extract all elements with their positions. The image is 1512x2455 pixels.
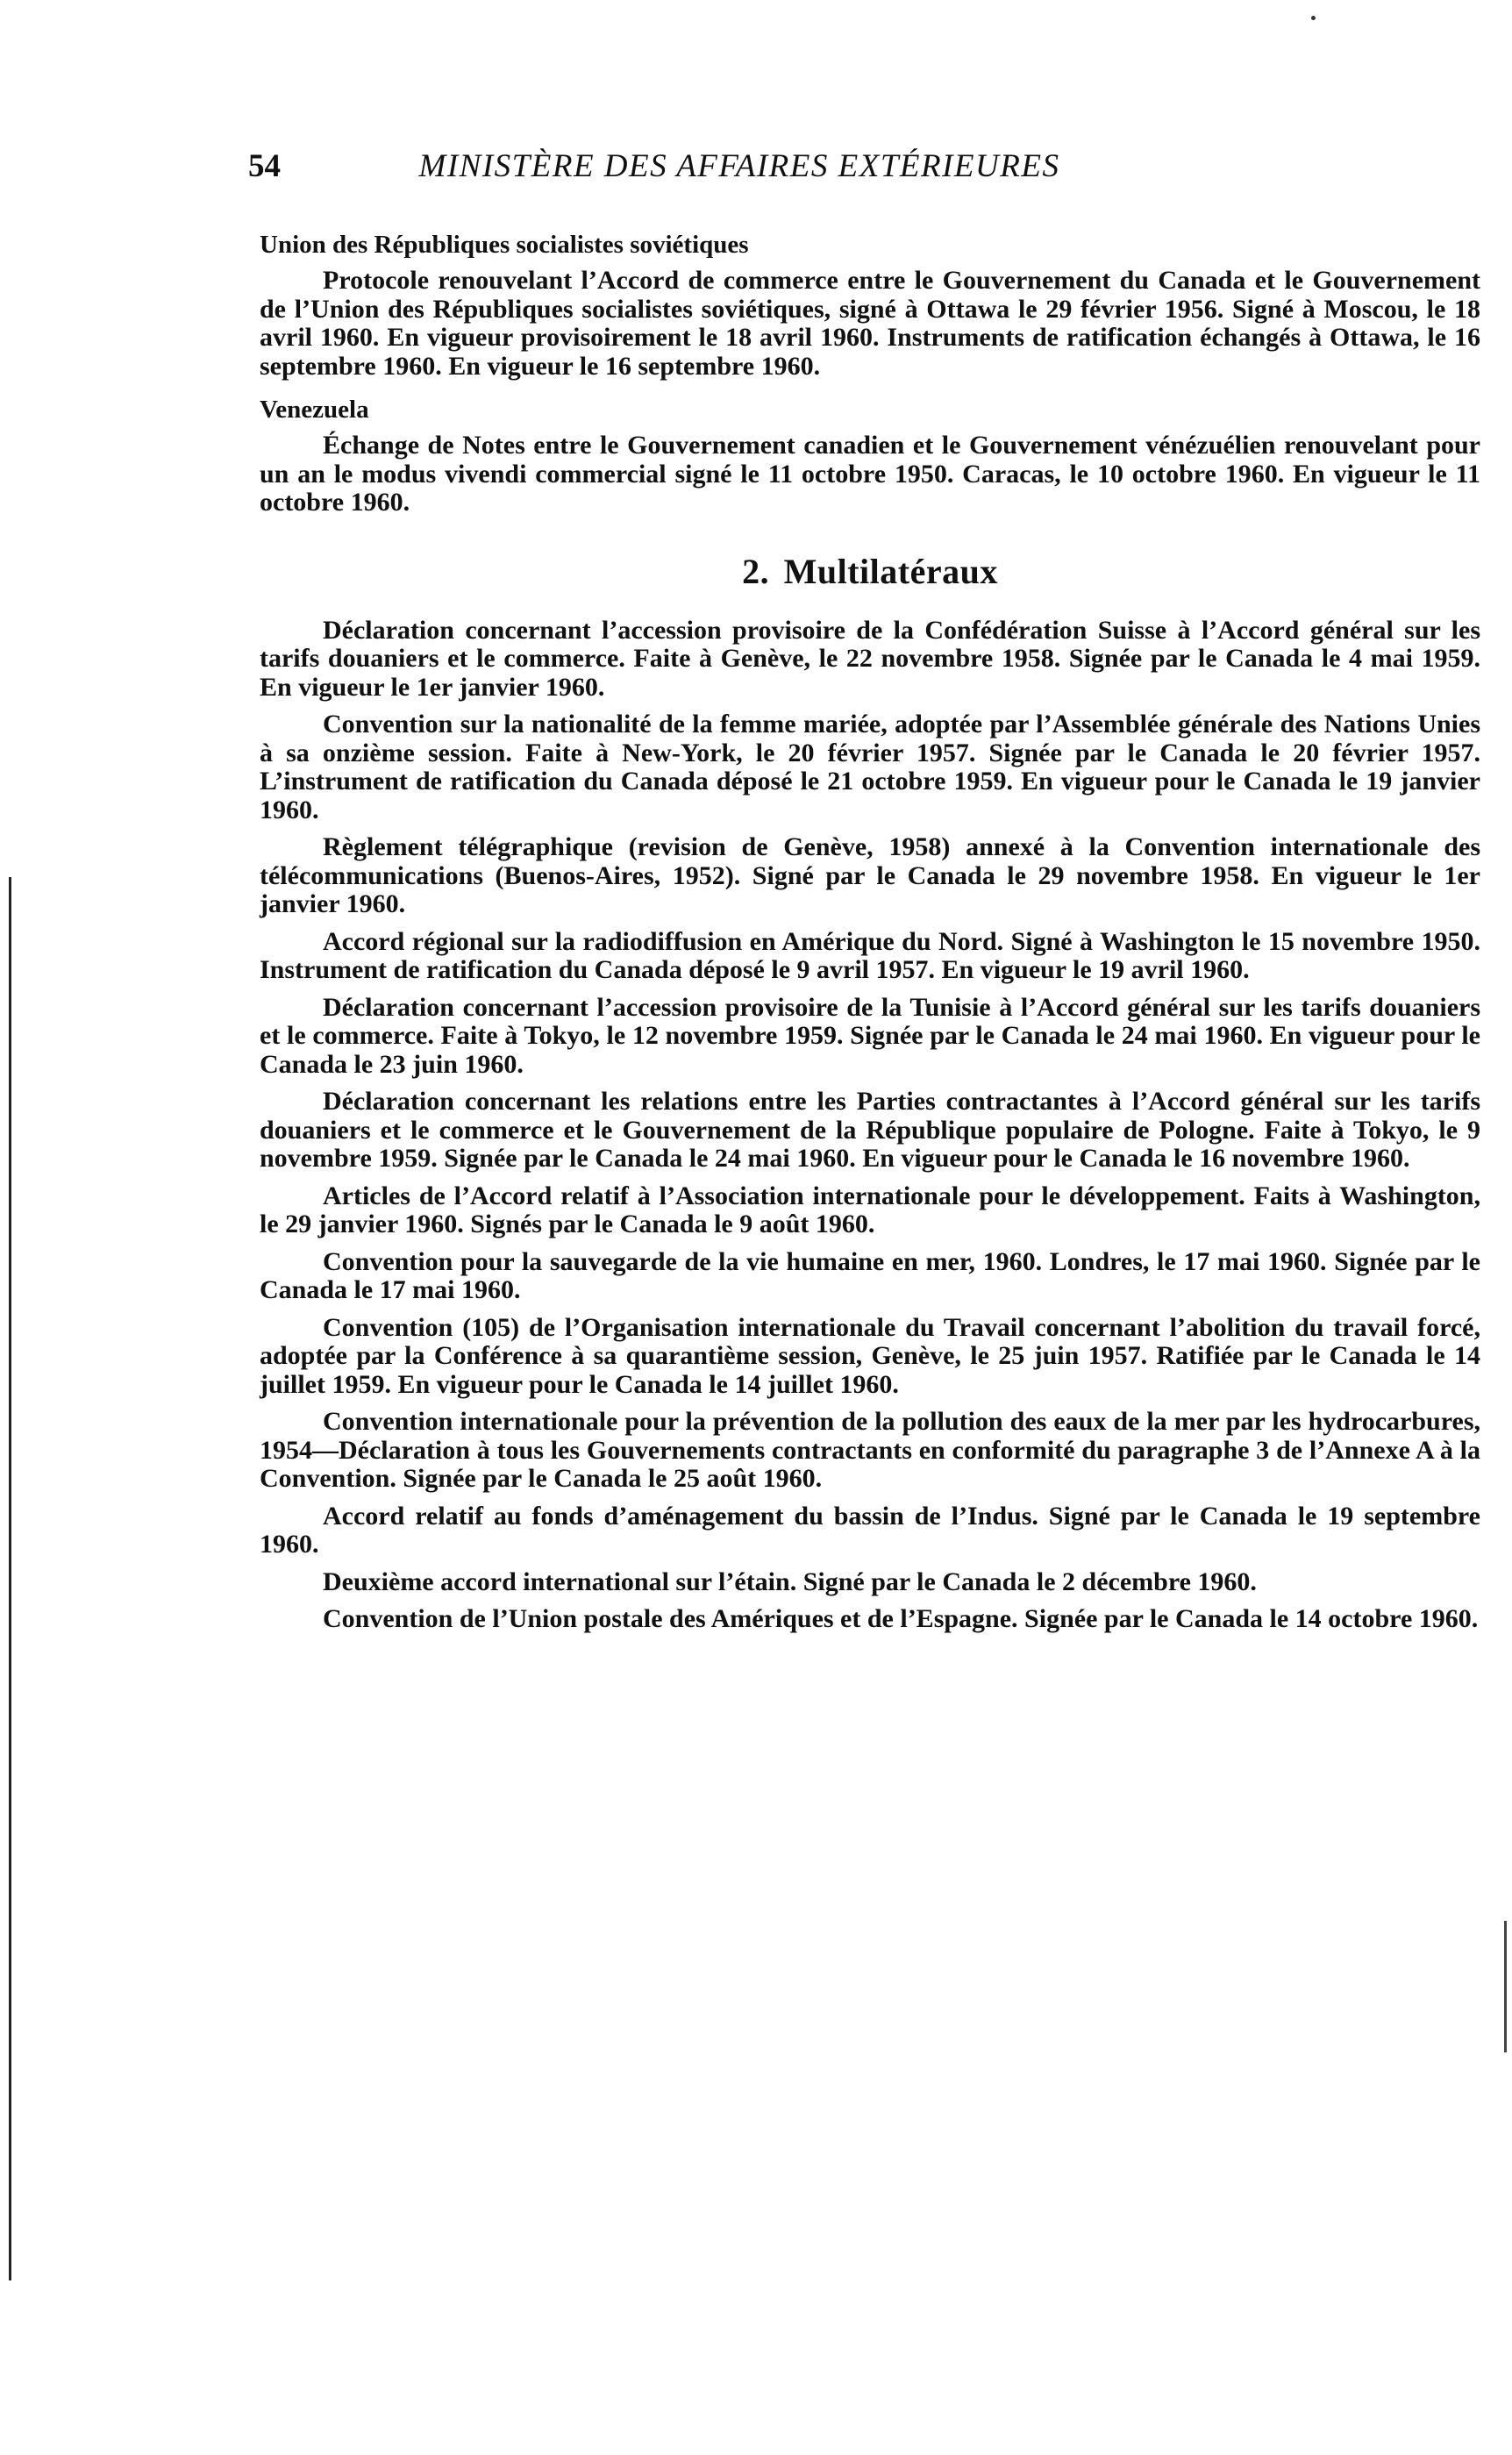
treaty-entry: Déclaration concernant l’accession provisoire de la Confédération Suisse à l’Accord général sur les tarifs douaniers et le commerce. Faite à Genève, le 22 novembre 1958. Signée par le Canada le 4 mai 1959. En vigueur le 1er janvier 1960.: [260, 615, 1480, 702]
treaty-entry: Déclaration concernant les relations entre les Parties contractantes à l’Accord général sur les tarifs douaniers et le commerce et le Gouvernement de la République populaire de Pologne. Faite à Tokyo, le 9 novembre 1959. Signée par le Canada le 24 mai 1960. En vigueur pour le Canada le 16 novembre 1960.: [260, 1087, 1480, 1173]
treaty-entry: Deuxième accord international sur l’étain. Signé par le Canada le 2 décembre 1960.: [323, 1566, 1257, 1596]
treaty-entry: Protocole renouvelant l’Accord de commerce entre le Gouvernement du Canada et le Gouvernement de l’Union des Républiques socialistes soviétiques, signé à Ottawa le 29 février 1956. Signé à Moscou, le 18 avril 1960. En vigueur provisoirement le 18 avril 1960. Instruments de ratification échangés à Ottawa, le 16 septembre 1960. En vigueur le 16 septembre 1960.: [260, 266, 1480, 381]
document-body: [260, 228, 1480, 1643]
section-title: [260, 551, 1480, 592]
scan-margin-line-right: [1504, 1921, 1507, 2052]
page-header: [248, 147, 1230, 200]
running-head: MINISTÈRE DES AFFAIRES EXTÉRIEURES: [418, 148, 1060, 184]
treaty-entry: Règlement télégraphique (revision de Genève, 1958) annexé à la Convention internationale des télécommunications (Buenos-Aires, 1952). Signé par le Canada le 29 novembre 1958. En vigueur le 1er janvier 1960.: [260, 832, 1480, 918]
treaty-entry: Convention pour la sauvegarde de la vie humaine en mer, 1960. Londres, le 17 mai 1960. Signée par le Canada le 17 mai 1960.: [260, 1246, 1480, 1304]
treaty-entry: Convention de l’Union postale des Amériques et de l’Espagne. Signée par le Canada le 14 octobre 1960.: [323, 1604, 1479, 1633]
page-number: 54: [248, 148, 281, 184]
section-number: 2.: [742, 551, 770, 591]
treaty-entry: Convention sur la nationalité de la femme mariée, adoptée par l’Assemblée générale des Nations Unies à sa onzième session. Faite à New-York, le 20 février 1957. Signée par le Canada le 20 février 1957. L’instrument de ratification du Canada déposé le 21 octobre 1959. En vigueur pour le Canada le 19 janvier 1960.: [260, 710, 1480, 824]
country-heading: Union des Républiques socialistes soviétiques: [260, 231, 749, 259]
scan-margin-line: [9, 877, 11, 2280]
treaty-entry: Convention internationale pour la prévention de la pollution des eaux de la mer par les hydrocarbures, 1954—Déclaration à tous les Gouvernements contractants en conformité du paragraphe 3 de l’Annexe A à la Convention. Signée par le Canada le 25 août 1960.: [260, 1407, 1480, 1493]
scan-speck: [1311, 16, 1316, 20]
country-heading: Venezuela: [260, 396, 369, 424]
treaty-entry: Articles de l’Accord relatif à l’Association internationale pour le développement. Faits à Washington, le 29 janvier 1960. Signés par le Canada le 9 août 1960.: [260, 1181, 1480, 1238]
treaty-entry: Accord relatif au fonds d’aménagement du bassin de l’Indus. Signé par le Canada le 19 septembre 1960.: [260, 1501, 1480, 1559]
treaty-entry: Accord régional sur la radiodiffusion en Amérique du Nord. Signé à Washington le 15 novembre 1950. Instrument de ratification du Canada déposé le 9 avril 1957. En vigueur le 19 avril 1960.: [260, 926, 1480, 984]
treaty-entry: Convention (105) de l’Organisation internationale du Travail concernant l’abolition du travail forcé, adoptée par la Conférence à sa quarantième session, Genève, le 25 juin 1957. Ratifiée par le Canada le 14 juillet 1959. En vigueur pour le Canada le 14 juillet 1960.: [260, 1312, 1480, 1399]
treaty-entry: Échange de Notes entre le Gouvernement canadien et le Gouvernement vénézuélien renouvelant pour un an le modus vivendi commercial signé le 11 octobre 1950. Caracas, le 10 octobre 1960. En vigueur le 11 octobre 1960.: [260, 431, 1480, 517]
section-title-text: Multilatéraux: [783, 551, 998, 591]
treaty-entry: Déclaration concernant l’accession provisoire de la Tunisie à l’Accord général sur les tarifs douaniers et le commerce. Faite à Tokyo, le 12 novembre 1959. Signée par le Canada le 24 mai 1960. En vigueur pour le Canada le 23 juin 1960.: [260, 992, 1480, 1079]
